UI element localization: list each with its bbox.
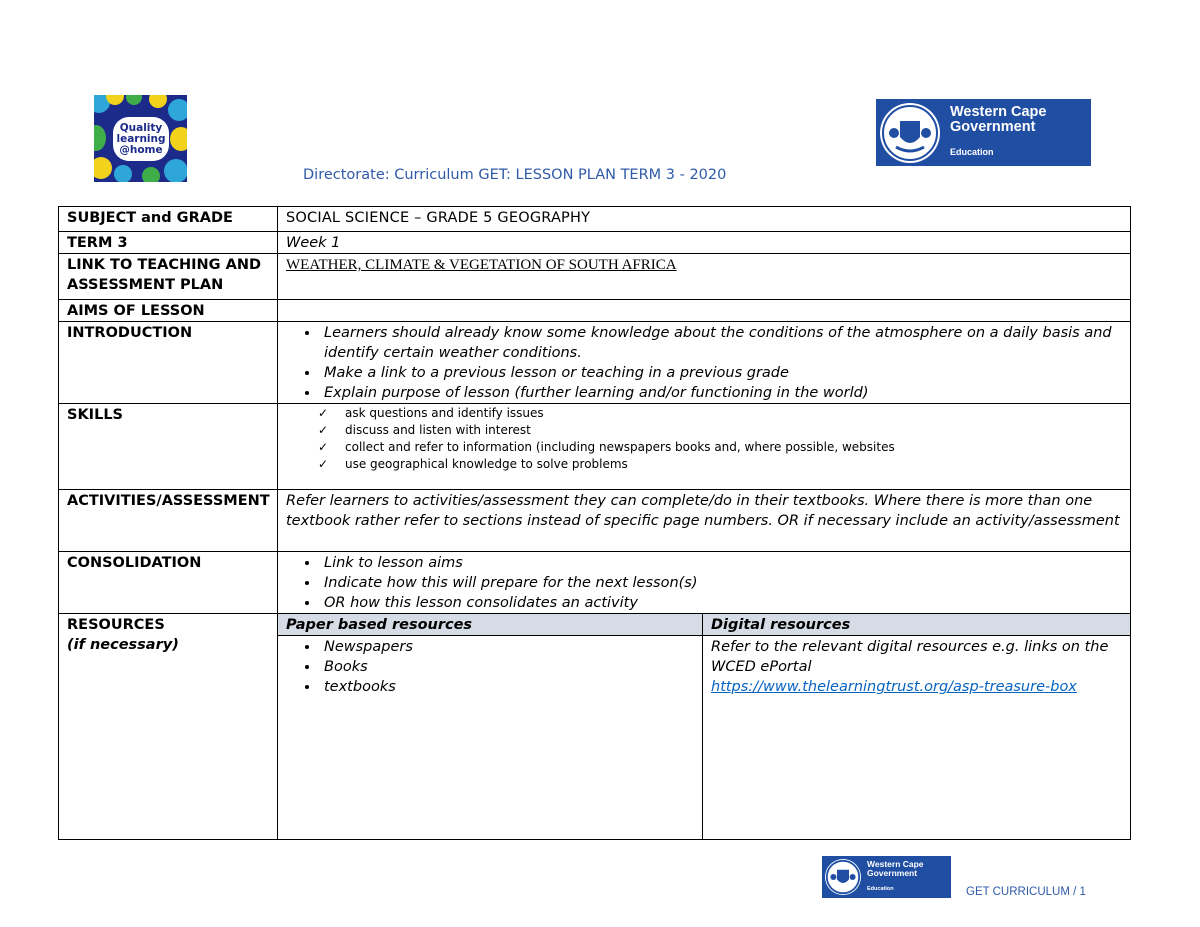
list-item: ✓ ask questions and identify issues [318,405,1124,422]
activities-label: ACTIVITIES/ASSESSMENT [59,490,278,552]
aims-value [278,300,1131,322]
term-value: Week 1 [278,232,1131,254]
skills-label: SKILLS [59,404,278,490]
introduction-list [286,323,1124,403]
footer-western-cape-logo: Western Cape Government Education [822,856,951,898]
teaching-plan-topic: WEATHER, CLIMATE & VEGETATION OF SOUTH AFRICA [286,257,677,273]
list-item: • Explain purpose of lesson (further learning and/or functioning in the world) [320,383,1124,403]
skills-list [286,405,1124,473]
list-item: ✓ discuss and listen with interest [318,422,1124,439]
quality-learning-wordmark: Quality learning @home [113,117,169,161]
row-skills [59,404,1131,490]
resources-sublabel: (if necessary) [67,637,179,653]
term-label: TERM 3 [59,232,278,254]
list-item: • Newspapers [320,637,696,657]
subject-label: SUBJECT and GRADE [59,207,278,232]
digital-resources-heading: Digital resources [703,614,1131,636]
list-item: • OR how this lesson consolidates an activity [320,593,1124,613]
paper-resources-heading: Paper based resources [278,614,703,636]
digital-resources-text: Refer to the relevant digital resources e.g. links on the WCED ePortal [711,639,1109,675]
list-item: • textbooks [320,677,696,697]
list-item: ✓ collect and refer to information (including newspapers books and, where possible, websites [318,439,1124,456]
treasure-box-link[interactable]: https://www.thelearningtrust.org/asp-treasure-box [711,679,1077,695]
coat-of-arms-icon [825,859,861,895]
row-aims [59,300,1131,322]
paper-resources-list [286,637,696,697]
row-consolidation [59,552,1131,614]
resources-label: RESOURCES [67,617,165,633]
aims-label: AIMS OF LESSON [59,300,278,322]
row-activities [59,490,1131,552]
lesson-plan-table [58,206,1131,840]
row-introduction [59,322,1131,404]
list-item: • Books [320,657,696,677]
list-item: ✓ use geographical knowledge to solve problems [318,456,1124,473]
directorate-title: Directorate: Curriculum GET: LESSON PLAN TERM 3 - 2020 [303,167,727,183]
list-item: • Indicate how this will prepare for the next lesson(s) [320,573,1124,593]
row-resources-head [59,614,1131,636]
introduction-label: INTRODUCTION [59,322,278,404]
link-label: LINK TO TEACHING AND ASSESSMENT PLAN [59,254,278,300]
list-item: • Link to lesson aims [320,553,1124,573]
page-footer-label: GET CURRICULUM / 1 [966,886,1086,898]
western-cape-government-logo: Western Cape Government Education [876,99,1091,166]
list-item: • Make a link to a previous lesson or teaching in a previous grade [320,363,1124,383]
row-link [59,254,1131,300]
list-item: • Learners should already know some knowledge about the conditions of the atmosphere on a daily basis and identify certain weather conditions. [320,323,1124,363]
row-subject [59,207,1131,232]
coat-of-arms-icon [880,103,940,163]
quality-learning-logo [94,95,187,182]
consolidation-list [286,553,1124,613]
activities-value: Refer learners to activities/assessment they can complete/do in their textbooks. Where there is more than one textbook rather refer to sections instead of specific page numbers. OR if necessary include an activity/assessment [278,490,1131,552]
consolidation-label: CONSOLIDATION [59,552,278,614]
row-term [59,232,1131,254]
subject-value: SOCIAL SCIENCE – GRADE 5 GEOGRAPHY [278,207,1131,232]
